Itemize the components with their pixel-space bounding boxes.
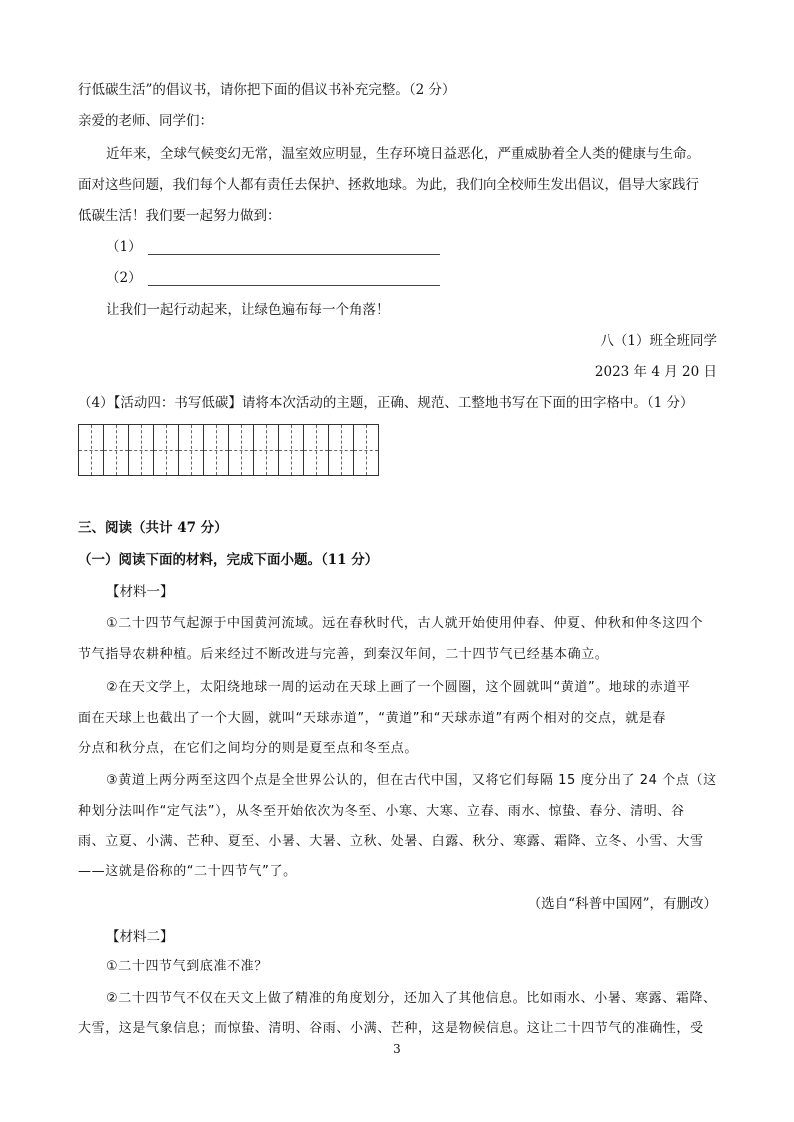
m1-p1-line-2: 节气指导农耕种植。后来经过不断改进与完善，到秦汉年间，二十四节气已经基本确立。 (78, 647, 609, 662)
blank-1-label: （1） (106, 239, 142, 255)
blank-2[interactable] (106, 268, 440, 288)
m1-p3-line-4: ——这就是俗称的“二十四节气”了。 (78, 864, 297, 879)
letter-closing: 让我们一起行动起来，让绿色遍布每一个角落！ (106, 302, 390, 318)
letter-para-1: 近年来，全球气候变幻无常，温室效应明显，生存环境日益恶化，严重威胁着全人类的健康与生命。 (106, 146, 700, 162)
section-3-sub-1 (78, 550, 378, 570)
blank-2-underline[interactable] (148, 271, 440, 286)
source-note: （选自“科普中国网”，有删改） (527, 896, 717, 912)
letter-para-3: 低碳生活！我们要一起努力做到： (78, 208, 281, 224)
tian-cell[interactable] (129, 425, 154, 475)
blank-1-underline[interactable] (148, 240, 440, 255)
m2-p2-line-2: 大雪，这是气象信息；而惊蛰、清明、谷雨、小满、芒种，这是物候信息。这让二十四节气的准确性，受 (78, 1021, 704, 1036)
m2-p2-line-1: ②二十四节气不仅在天文上做了精准的角度划分，还加入了其他信息。比如雨水、小暑、寒露、霜降、 (106, 991, 717, 1006)
tian-cell[interactable] (279, 425, 304, 475)
question-4: （4）【活动四：书写低碳】请将本次活动的主题，正确、规范、工整地书写在下面的田字格中。（1 分） (78, 395, 694, 411)
tian-cell[interactable] (229, 425, 254, 475)
tian-cell[interactable] (304, 425, 329, 475)
section-3-title: 三、阅读（共计 47 分） (78, 520, 228, 536)
m2-p1: ①二十四节气到底准不准？ (106, 959, 268, 974)
letter-para-2: 面对这些问题，我们每个人都有责任去保护、拯救地球。为此，我们向全校师生发出倡议，倡导大家践行 (78, 177, 699, 193)
tian-cell[interactable] (79, 425, 104, 475)
tian-cell[interactable] (104, 425, 129, 475)
m1-p2-line-3: 分点和秋分点，在它们之间均分的则是夏至点和冬至点。 (78, 741, 419, 756)
m1-p1-line-1: ①二十四节气起源于中国黄河流域。远在春秋时代，古人就开始使用仲春、仲夏、仲秋和仲冬这四个 (106, 616, 704, 631)
m1-p3-line-2: 种划分法叫作“定气法”），从冬至开始依次为冬至、小寒、大寒、立春、雨水、惊蛰、春分、清明、谷 (78, 804, 685, 819)
line-intro: 行低碳生活”的倡议书，请你把下面的倡议书补充完整。（2 分） (78, 82, 456, 98)
salutation: 亲爱的老师、同学们： (78, 113, 213, 129)
blank-1[interactable] (106, 237, 440, 257)
tian-cell[interactable] (179, 425, 204, 475)
tian-cell[interactable] (254, 425, 279, 475)
m1-p3-line-3: 雨、立夏、小满、芒种、夏至、小暑、大暑、立秋、处暑、白露、秋分、寒露、霜降、立冬、小雪、大雪 (78, 834, 704, 849)
page-number: 3 (393, 1042, 401, 1056)
m1-p3-line-1: ③黄道上两分两至这四个点是全世界公认的，但在古代中国，又将它们每隔 15 度分出了 24 个点（这 (106, 773, 717, 788)
blank-2-label: （2） (106, 270, 142, 286)
sub-1-text: （一）阅读下面的材料，完成下面小题。（11 分） (78, 552, 379, 568)
tian-cell[interactable] (154, 425, 179, 475)
tian-grid[interactable] (78, 424, 379, 476)
tian-cell[interactable] (204, 425, 229, 475)
letter-signature: 八（1）班全班同学 (600, 333, 717, 349)
tian-cell[interactable] (329, 425, 354, 475)
letter-date: 2023 年 4 月 20 日 (594, 364, 717, 380)
m1-p2-line-1: ②在天文学上，太阳绕地球一周的运动在天球上画了一个圆圈，这个圆就叫“黄道”。地球的赤道平 (106, 680, 691, 695)
material-2-title: 【材料二】 (106, 929, 174, 945)
m1-p2-line-2: 面在天球上也截出了一个大圆，就叫“天球赤道”，“黄道”和“天球赤道”有两个相对的交点，就是春 (78, 711, 667, 726)
tian-cell[interactable] (354, 425, 378, 475)
material-1-title: 【材料一】 (106, 584, 174, 600)
